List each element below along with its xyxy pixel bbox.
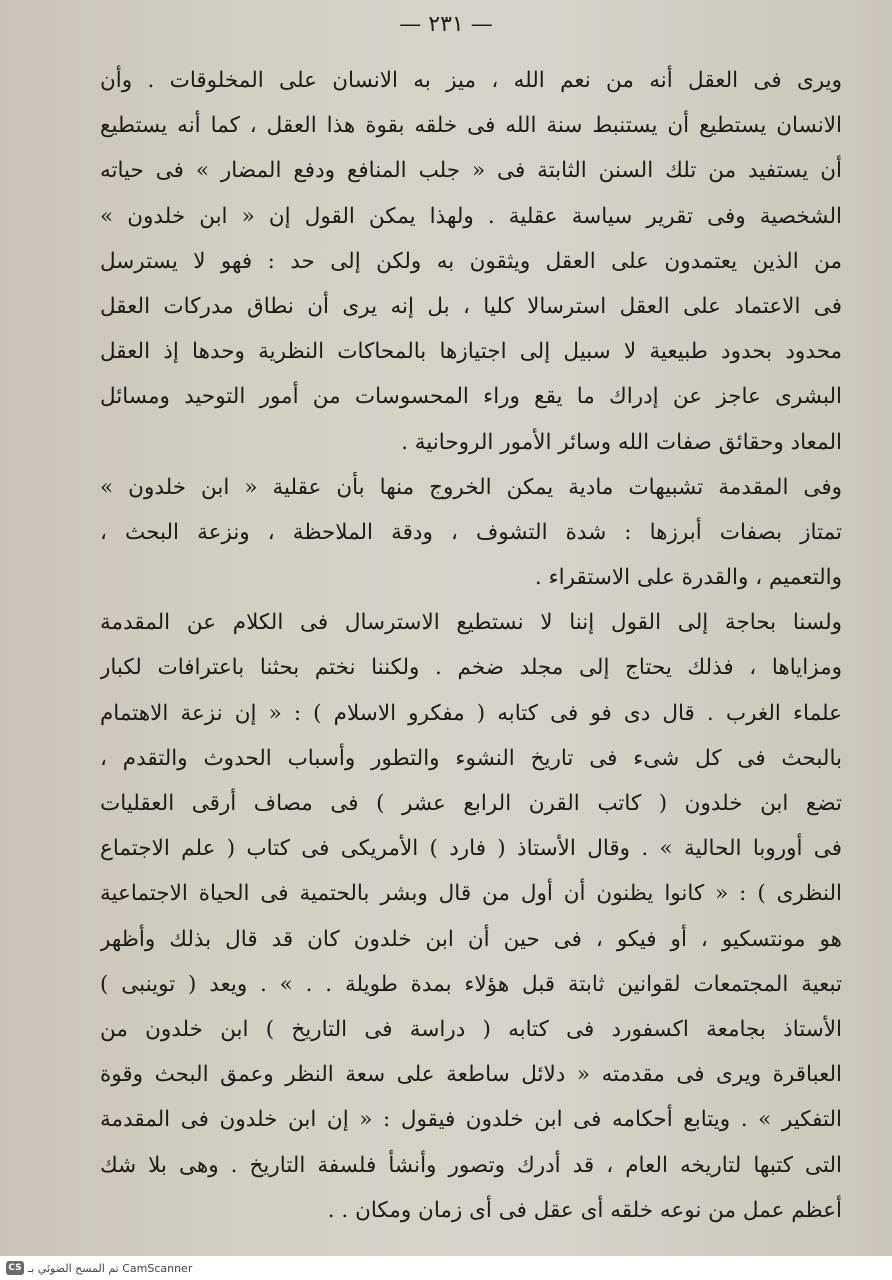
text-line: العباقرة ويرى فى مقدمته « دلائل ساطعة على سعة النظر وعمق البحث وقوة xyxy=(100,1062,842,1088)
text-line: محدود بحدود طبيعية لا سبيل إلى اجتيازها بالمحاكات النظرية وحدها إذ العقل xyxy=(100,339,842,365)
text-line: ويرى فى العقل أنه من نعم الله ، ميز به الانسان على المخلوقات . وأن xyxy=(100,68,842,93)
text-line: التى كتبها لتاريخه العام ، قد أدرك وتصور وأنشأ فلسفة التاريخ . وهى بلا شك xyxy=(100,1152,842,1178)
text-line: تضع ابن خلدون ( كاتب القرن الرابع عشر ) فى مصاف أرقى العقليات xyxy=(100,791,842,816)
text-line: بالبحث فى كل شىء فى تاريخ النشوء والتطور وأسباب الحدوث والتقدم ، xyxy=(100,745,842,771)
text-line: ومزاياها ، فذلك يحتاج إلى مجلد ضخم . ولكننا نختم بحثنا باعترافات لكبار xyxy=(100,655,842,681)
text-line: المعاد وحقائق صفات الله وسائر الأمور الروحانية . xyxy=(401,429,842,455)
text-line: الأستاذ بجامعة اكسفورد فى كتابه ( دراسة فى التاريخ ) ابن خلدون من xyxy=(100,1016,842,1042)
text-line: الشخصية وفى تقرير سياسة عقلية . ولهذا يمكن القول إن « ابن خلدون » xyxy=(100,203,842,229)
scanner-watermark xyxy=(0,1256,892,1280)
text-line: هو مونتسكيو ، أو فيكو ، فى حين أن ابن خلدون كان قد قال بذلك وأظهر xyxy=(100,926,842,952)
text-line: الانسان يستطيع أن يستنبط سنة الله فى خلقه بقوة هذا العقل ، كما أنه يستطيع xyxy=(100,113,842,139)
text-line: فى الاعتماد على العقل استرسالا كليا ، بل إنه يرى أن نطاق مدركات العقل xyxy=(100,293,842,319)
text-line: البشرى عاجز عن إدراك ما يقع وراء المحسوسات من أمور التوحيد ومسائل xyxy=(100,384,842,410)
text-line: من الذين يعتمدون على العقل ويثقون به ولكن إلى حد : فهو لا يسترسل xyxy=(100,248,842,274)
text-line: ولسنا بحاجة إلى القول إننا لا نستطيع الاسترسال فى الكلام عن المقدمة xyxy=(100,610,842,636)
text-line: تمتاز بصفات أبرزها : شدة التشوف ، ودقة الملاحظة ، ونزعة البحث ، xyxy=(100,519,842,545)
text-line: أن يستفيد من تلك السنن الثابتة فى « جلب المنافع ودفع المضار » فى حياته xyxy=(100,158,842,184)
text-line: علماء الغرب . قال دى فو فى كتابه ( مفكرو الاسلام ) : « إن نزعة الاهتمام xyxy=(100,700,842,726)
text-line: أعظم عمل من نوعه خلقه أى عقل فى أى زمان ومكان . . xyxy=(327,1197,842,1223)
text-line: فى أوروبا الحالية » . وقال الأستاذ ( فارد ) الأمريكى فى كتاب ( علم الاجتماع xyxy=(100,836,842,862)
camscanner-logo-icon: CS xyxy=(6,1261,24,1275)
text-line: تبعية المجتمعات لقوانين ثابتة قبل هؤلاء بمدة طويلة . . » . ويعد ( توينبى ) xyxy=(100,971,842,997)
watermark-text: تم المسح الضوئي بـ CamScanner xyxy=(28,1261,193,1275)
text-line: النظرى ) : « كانوا يظنون أن أول من قال وبشر بالحتمية فى الحياة الاجتماعية xyxy=(100,881,842,907)
text-line: والتعميم ، والقدرة على الاستقراء . xyxy=(534,565,842,591)
text-line: وفى المقدمة تشبيهات مادية يمكن الخروج منها بأن عقلية « ابن خلدون » xyxy=(100,474,842,500)
page-number: — ٢٣١ — xyxy=(399,12,493,37)
body-text xyxy=(100,58,842,1233)
text-line: التفكير » . ويتابع أحكامه فى ابن خلدون فيقول : « إن ابن خلدون فى المقدمة xyxy=(100,1107,842,1133)
